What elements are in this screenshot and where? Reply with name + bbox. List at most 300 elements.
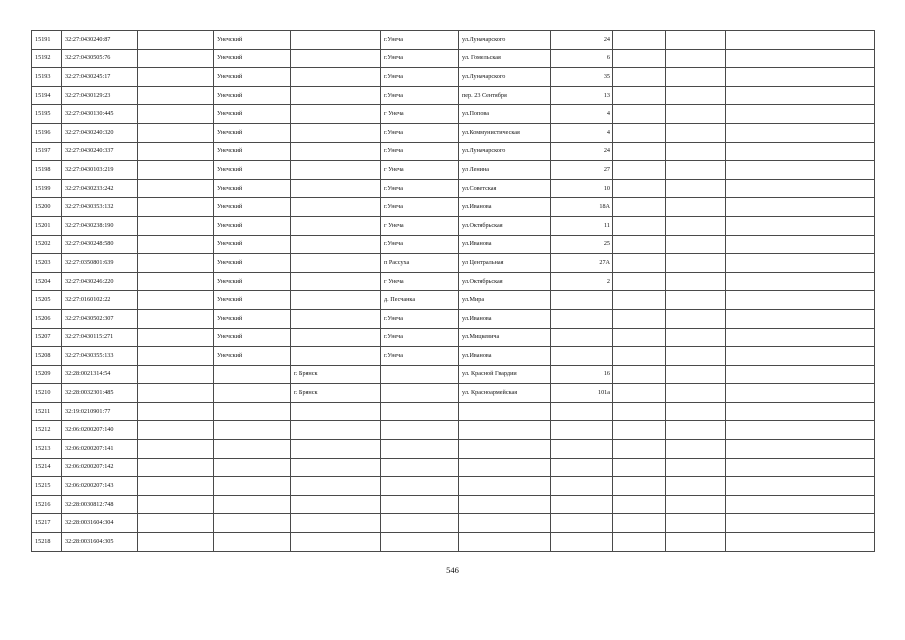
extra-cell-1 [613,272,666,291]
extra-cell-3 [726,49,875,68]
extra-cell-3 [726,495,875,514]
extra-cell-3 [726,365,875,384]
settlement-cell [381,440,459,459]
extra-cell-3 [726,198,875,217]
table-row [32,198,875,217]
table-row [32,86,875,105]
house-number-cell: 4 [551,105,613,124]
house-number-cell [551,495,613,514]
record-number-cell: 15206 [32,309,62,328]
extra-cell-1 [613,495,666,514]
extra-cell-2 [666,31,726,50]
extra-cell-3 [726,402,875,421]
city-cell [291,254,381,273]
extra-cell-1 [613,384,666,403]
district-cell [214,477,291,496]
house-number-cell [551,291,613,310]
house-number-cell: 25 [551,235,613,254]
city-cell [291,347,381,366]
table-row [32,477,875,496]
table-row [32,495,875,514]
street-cell: ул.Луначарского [459,68,551,87]
house-number-cell [551,458,613,477]
house-number-cell [551,421,613,440]
extra-cell-3 [726,347,875,366]
house-number-cell: 2 [551,272,613,291]
cadastral-number-cell: 32:06:0200207:143 [62,477,138,496]
table-row [32,179,875,198]
street-cell: ул.Советская [459,179,551,198]
cadastral-number-cell: 32:28:0031604:305 [62,533,138,552]
table-body [32,31,875,552]
spacer-cell [138,216,214,235]
cadastral-number-cell: 32:28:0031604:304 [62,514,138,533]
table-row [32,514,875,533]
extra-cell-2 [666,49,726,68]
table-row [32,123,875,142]
house-number-cell: 27 [551,161,613,180]
city-cell [291,291,381,310]
extra-cell-1 [613,440,666,459]
city-cell: г. Брянск [291,365,381,384]
district-cell: Унечский [214,105,291,124]
settlement-cell [381,533,459,552]
record-number-cell: 15208 [32,347,62,366]
extra-cell-3 [726,421,875,440]
street-cell: ул.Иванова [459,347,551,366]
extra-cell-1 [613,421,666,440]
spacer-cell [138,402,214,421]
city-cell [291,458,381,477]
settlement-cell [381,495,459,514]
record-number-cell: 15204 [32,272,62,291]
extra-cell-3 [726,477,875,496]
record-number-cell: 15200 [32,198,62,217]
extra-cell-3 [726,384,875,403]
extra-cell-1 [613,402,666,421]
record-number-cell: 15218 [32,533,62,552]
settlement-cell: г.Унеча [381,123,459,142]
extra-cell-3 [726,86,875,105]
street-cell: ул Ленина [459,161,551,180]
district-cell [214,514,291,533]
street-cell: ул.Мира [459,291,551,310]
cadastral-number-cell: 32:28:0032301:485 [62,384,138,403]
settlement-cell: г.Унеча [381,179,459,198]
cadastral-number-cell: 32:27:0160102:22 [62,291,138,310]
extra-cell-3 [726,458,875,477]
extra-cell-2 [666,421,726,440]
house-number-cell [551,440,613,459]
extra-cell-2 [666,533,726,552]
extra-cell-2 [666,384,726,403]
city-cell [291,309,381,328]
settlement-cell [381,384,459,403]
cadastral-number-cell: 32:27:0430248:580 [62,235,138,254]
settlement-cell: г.Унеча [381,347,459,366]
table-row [32,365,875,384]
record-number-cell: 15192 [32,49,62,68]
city-cell [291,514,381,533]
city-cell [291,161,381,180]
city-cell [291,105,381,124]
settlement-cell [381,365,459,384]
city-cell: г. Брянск [291,384,381,403]
spacer-cell [138,347,214,366]
house-number-cell [551,402,613,421]
cadastral-number-cell: 32:28:0030812:748 [62,495,138,514]
spacer-cell [138,179,214,198]
spacer-cell [138,235,214,254]
city-cell [291,477,381,496]
extra-cell-3 [726,291,875,310]
city-cell [291,86,381,105]
district-cell [214,495,291,514]
cadastral-number-cell: 32:27:0430353:132 [62,198,138,217]
cadastral-number-cell: 32:28:0021314:54 [62,365,138,384]
page-number: 546 [446,565,459,575]
extra-cell-2 [666,86,726,105]
street-cell: ул. Красной Гвардии [459,365,551,384]
settlement-cell: д. Песчанка [381,291,459,310]
district-cell [214,421,291,440]
table-row [32,458,875,477]
table-row [32,31,875,50]
spacer-cell [138,254,214,273]
district-cell: Унечский [214,86,291,105]
extra-cell-1 [613,86,666,105]
cadastral-number-cell: 32:27:0430130:445 [62,105,138,124]
extra-cell-2 [666,105,726,124]
record-number-cell: 15198 [32,161,62,180]
extra-cell-1 [613,161,666,180]
settlement-cell [381,477,459,496]
spacer-cell [138,328,214,347]
district-cell: Унечский [214,347,291,366]
extra-cell-1 [613,458,666,477]
spacer-cell [138,86,214,105]
settlement-cell: г Унеча [381,216,459,235]
street-cell [459,495,551,514]
city-cell [291,49,381,68]
extra-cell-1 [613,216,666,235]
settlement-cell: г Унеча [381,105,459,124]
cadastral-number-cell: 32:27:0430240:87 [62,31,138,50]
spacer-cell [138,495,214,514]
extra-cell-3 [726,254,875,273]
extra-cell-2 [666,514,726,533]
settlement-cell: г.Унеча [381,31,459,50]
cadastral-number-cell: 32:27:0430505:76 [62,49,138,68]
street-cell: ул.Иванова [459,198,551,217]
extra-cell-2 [666,495,726,514]
extra-cell-2 [666,272,726,291]
extra-cell-2 [666,254,726,273]
settlement-cell: п Рассуха [381,254,459,273]
table-row [32,402,875,421]
district-cell: Унечский [214,49,291,68]
table-row [32,421,875,440]
spacer-cell [138,477,214,496]
record-number-cell: 15202 [32,235,62,254]
spacer-cell [138,291,214,310]
settlement-cell: г.Унеча [381,328,459,347]
cadastral-number-cell: 32:27:0430115:271 [62,328,138,347]
street-cell: ул.Мицкевича [459,328,551,347]
district-cell: Унечский [214,142,291,161]
extra-cell-3 [726,68,875,87]
spacer-cell [138,272,214,291]
cadastral-number-cell: 32:06:0200207:142 [62,458,138,477]
house-number-cell: 18А [551,198,613,217]
street-cell [459,514,551,533]
record-number-cell: 15201 [32,216,62,235]
extra-cell-2 [666,123,726,142]
extra-cell-1 [613,254,666,273]
district-cell [214,458,291,477]
settlement-cell: г.Унеча [381,49,459,68]
extra-cell-1 [613,365,666,384]
street-cell: ул.Октябрьская [459,272,551,291]
city-cell [291,68,381,87]
settlement-cell: г.Унеча [381,309,459,328]
city-cell [291,123,381,142]
spacer-cell [138,105,214,124]
spacer-cell [138,458,214,477]
district-cell: Унечский [214,254,291,273]
city-cell [291,402,381,421]
city-cell [291,198,381,217]
city-cell [291,495,381,514]
settlement-cell: г.Унеча [381,142,459,161]
settlement-cell [381,514,459,533]
extra-cell-1 [613,291,666,310]
extra-cell-3 [726,514,875,533]
table-row [32,142,875,161]
table-row [32,161,875,180]
extra-cell-1 [613,105,666,124]
record-number-cell: 15195 [32,105,62,124]
street-cell: ул.Луначарского [459,142,551,161]
house-number-cell [551,309,613,328]
city-cell [291,235,381,254]
cadastral-number-cell: 32:27:0430502:307 [62,309,138,328]
street-cell [459,421,551,440]
table-row [32,68,875,87]
spacer-cell [138,440,214,459]
spacer-cell [138,514,214,533]
record-number-cell: 15193 [32,68,62,87]
house-number-cell: 11 [551,216,613,235]
record-number-cell: 15216 [32,495,62,514]
street-cell: ул.Иванова [459,309,551,328]
cadastral-number-cell: 32:27:0430240:320 [62,123,138,142]
city-cell [291,533,381,552]
street-cell [459,458,551,477]
extra-cell-3 [726,235,875,254]
table-row [32,272,875,291]
extra-cell-3 [726,216,875,235]
spacer-cell [138,421,214,440]
extra-cell-1 [613,198,666,217]
house-number-cell [551,347,613,366]
city-cell [291,31,381,50]
record-number-cell: 15211 [32,402,62,421]
district-cell: Унечский [214,328,291,347]
city-cell [291,142,381,161]
table-row [32,216,875,235]
house-number-cell: 27А [551,254,613,273]
table-row [32,235,875,254]
extra-cell-2 [666,161,726,180]
cadastral-number-cell: 32:27:0350801:639 [62,254,138,273]
extra-cell-1 [613,514,666,533]
city-cell [291,216,381,235]
table-row [32,105,875,124]
extra-cell-2 [666,402,726,421]
district-cell: Унечский [214,123,291,142]
record-number-cell: 15210 [32,384,62,403]
extra-cell-1 [613,477,666,496]
cadastral-number-cell: 32:27:0430355:133 [62,347,138,366]
table-row [32,49,875,68]
settlement-cell: г Унеча [381,161,459,180]
spacer-cell [138,161,214,180]
house-number-cell: 16 [551,365,613,384]
record-number-cell: 15199 [32,179,62,198]
extra-cell-3 [726,272,875,291]
district-cell [214,533,291,552]
extra-cell-2 [666,328,726,347]
cadastral-number-cell: 32:27:0430245:17 [62,68,138,87]
street-cell: ул. Красноармейская [459,384,551,403]
street-cell: ул.Луначарского [459,31,551,50]
extra-cell-2 [666,179,726,198]
spacer-cell [138,533,214,552]
record-number-cell: 15196 [32,123,62,142]
table-row [32,347,875,366]
extra-cell-3 [726,440,875,459]
extra-cell-1 [613,142,666,161]
table-row [32,440,875,459]
street-cell: ул.Коммунистическая [459,123,551,142]
cadastral-number-cell: 32:27:0430240:337 [62,142,138,161]
district-cell: Унечский [214,198,291,217]
table-row [32,384,875,403]
street-cell: ул.Попова [459,105,551,124]
extra-cell-1 [613,347,666,366]
cadastral-number-cell: 32:27:0430238:190 [62,216,138,235]
street-cell: ул.Октябрьская [459,216,551,235]
house-number-cell: 101а [551,384,613,403]
extra-cell-2 [666,440,726,459]
district-cell [214,440,291,459]
spacer-cell [138,384,214,403]
record-number-cell: 15217 [32,514,62,533]
extra-cell-3 [726,179,875,198]
district-cell: Унечский [214,161,291,180]
extra-cell-2 [666,477,726,496]
extra-cell-1 [613,49,666,68]
extra-cell-2 [666,365,726,384]
spacer-cell [138,49,214,68]
house-number-cell: 10 [551,179,613,198]
record-number-cell: 15215 [32,477,62,496]
district-cell: Унечский [214,179,291,198]
spacer-cell [138,142,214,161]
extra-cell-1 [613,179,666,198]
settlement-cell: г.Унеча [381,68,459,87]
district-cell: Унечский [214,235,291,254]
cadastral-number-cell: 32:27:0430103:219 [62,161,138,180]
record-number-cell: 15209 [32,365,62,384]
extra-cell-3 [726,123,875,142]
extra-cell-2 [666,309,726,328]
table-row [32,533,875,552]
street-cell: ул Центральная [459,254,551,273]
settlement-cell [381,458,459,477]
cadastral-number-cell: 32:06:0200207:141 [62,440,138,459]
extra-cell-3 [726,161,875,180]
city-cell [291,328,381,347]
extra-cell-3 [726,105,875,124]
street-cell: пер. 23 Сентября [459,86,551,105]
table-row [32,309,875,328]
house-number-cell: 6 [551,49,613,68]
house-number-cell: 24 [551,31,613,50]
extra-cell-1 [613,123,666,142]
house-number-cell: 35 [551,68,613,87]
house-number-cell [551,328,613,347]
extra-cell-2 [666,216,726,235]
extra-cell-1 [613,68,666,87]
extra-cell-3 [726,31,875,50]
settlement-cell: г.Унеча [381,235,459,254]
extra-cell-3 [726,328,875,347]
street-cell: ул.Иванова [459,235,551,254]
district-cell: Унечский [214,68,291,87]
record-number-cell: 15197 [32,142,62,161]
house-number-cell: 24 [551,142,613,161]
district-cell: Унечский [214,291,291,310]
district-cell [214,384,291,403]
extra-cell-3 [726,309,875,328]
street-cell [459,440,551,459]
extra-cell-3 [726,533,875,552]
record-number-cell: 15214 [32,458,62,477]
house-number-cell [551,533,613,552]
city-cell [291,179,381,198]
registry-table [31,30,875,552]
district-cell: Унечский [214,216,291,235]
extra-cell-1 [613,31,666,50]
district-cell: Унечский [214,272,291,291]
city-cell [291,272,381,291]
settlement-cell: г.Унеча [381,198,459,217]
spacer-cell [138,123,214,142]
street-cell [459,533,551,552]
district-cell [214,402,291,421]
spacer-cell [138,68,214,87]
extra-cell-1 [613,309,666,328]
extra-cell-2 [666,291,726,310]
record-number-cell: 15205 [32,291,62,310]
extra-cell-1 [613,328,666,347]
street-cell [459,402,551,421]
extra-cell-1 [613,235,666,254]
settlement-cell: г.Унеча [381,86,459,105]
table-row [32,328,875,347]
